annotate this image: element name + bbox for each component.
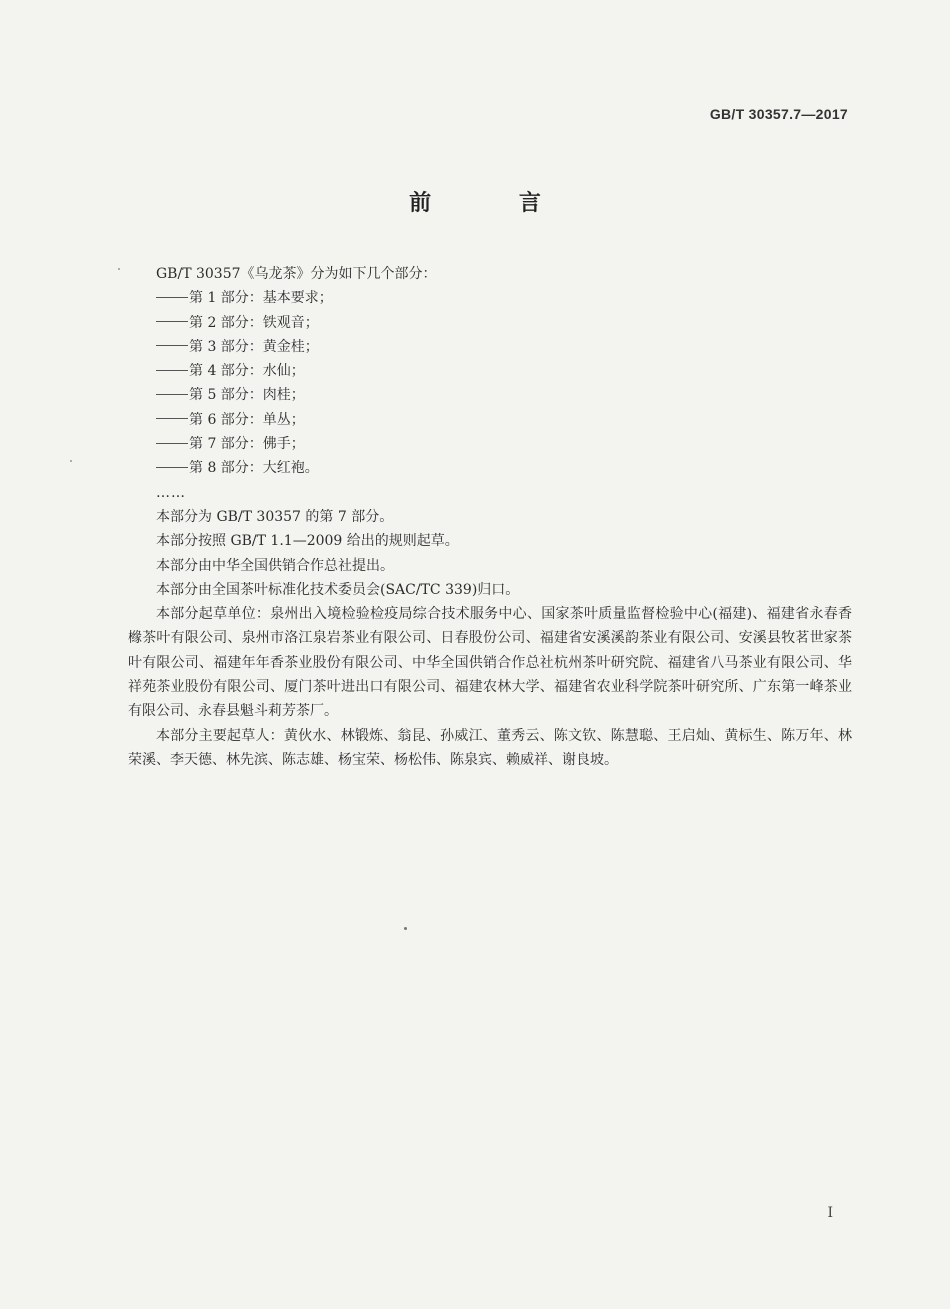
drafters-paragraph: 本部分主要起草人：黄伙水、林锻炼、翁昆、孙威江、董秀云、陈文钦、陈慧聪、王启灿、黄标生、陈万年、林荣溪、李天德、林先滨、陈志雄、杨宝荣、杨松伟、陈泉宾、赖威祥、谢良坡。 — [128, 727, 852, 768]
page-title: 前 言 — [409, 191, 581, 216]
dash-mark — [156, 467, 188, 468]
list-item: 第 5 部分：肉桂； — [128, 383, 852, 407]
ellipsis: …… — [156, 484, 186, 501]
list-item: 第 2 部分：铁观音； — [128, 311, 852, 335]
dash-mark — [156, 345, 188, 346]
list-item: 第 6 部分：单丛； — [128, 408, 852, 432]
standard-code: GB/T 30357.7—2017 — [709, 106, 848, 122]
drafting-units-paragraph: 本部分起草单位：泉州出入境检验检疫局综合技术服务中心、国家茶叶质量监督检验中心(福建)、福建省永春香橼茶叶有限公司、泉州市洛江泉岩茶业有限公司、日春股份公司、福建省安溪溪韵茶业有限公司、安溪县牧茗世家茶叶有限公司、福建年年香茶业股份有限公司、中华全国供销合作总社杭州茶叶研究院、福建省八马茶业有限公司、华祥苑茶业股份有限公司、厦门茶叶进出口有限公司、福建农林大学、福建省农业科学院茶叶研究所、广东第一峰茶业有限公司、永春县魁斗莉芳茶厂。 — [128, 606, 852, 720]
part-number-paragraph: 本部分为 GB/T 30357 的第 7 部分。 — [156, 508, 394, 525]
intro-paragraph: GB/T 30357《乌龙茶》分为如下几个部分： — [156, 266, 437, 282]
scan-speck — [404, 927, 407, 930]
dash-mark — [156, 297, 188, 298]
list-item: 第 1 部分：基本要求； — [128, 286, 852, 310]
list-item: 第 3 部分：黄金桂； — [128, 335, 852, 359]
parts-list — [128, 286, 852, 480]
list-item: 第 8 部分：大红袍。 — [128, 456, 852, 480]
dash-mark — [156, 418, 188, 419]
scan-speck — [70, 460, 72, 462]
list-item: 第 7 部分：佛手； — [128, 432, 852, 456]
dash-mark — [156, 394, 188, 395]
scan-speck — [118, 268, 120, 270]
drafting-rules-paragraph: 本部分按照 GB/T 1.1—2009 给出的规则起草。 — [156, 533, 459, 550]
administrator-paragraph: 本部分由全国茶叶标准化技术委员会(SAC/TC 339)归口。 — [156, 581, 520, 598]
dash-mark — [156, 321, 188, 322]
proposer-paragraph: 本部分由中华全国供销合作总社提出。 — [156, 557, 394, 574]
dash-mark — [156, 370, 188, 371]
document-body — [128, 262, 852, 772]
dash-mark — [156, 443, 188, 444]
page-number: I — [827, 1205, 833, 1221]
list-item: 第 4 部分：水仙； — [128, 359, 852, 383]
